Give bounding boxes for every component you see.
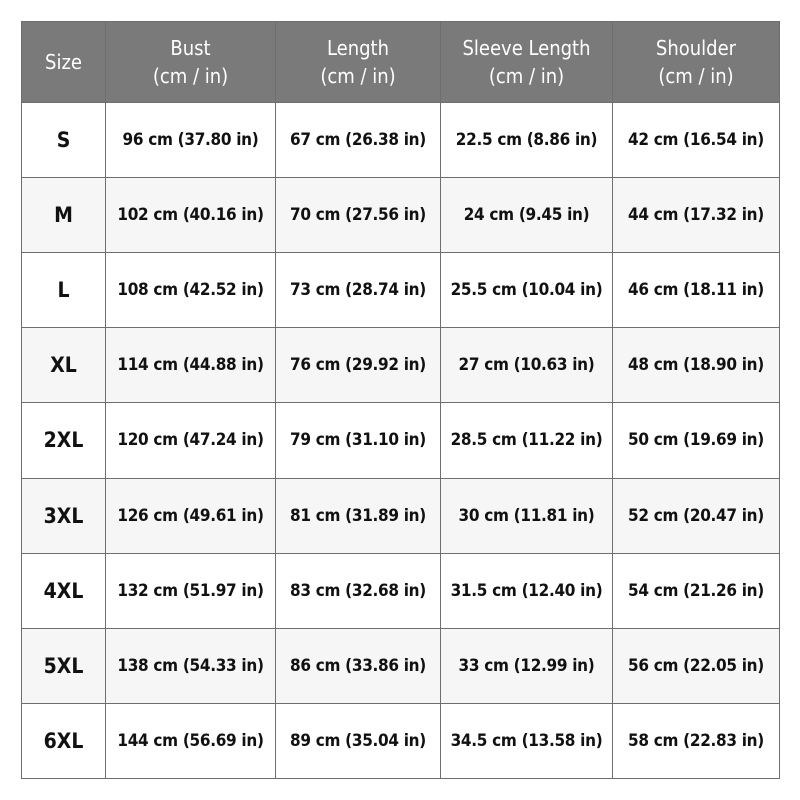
table-row-xl	[22, 328, 780, 403]
bust-cell: 138 cm (54.33 in)	[106, 628, 276, 703]
length-cell: 89 cm (35.04 in)	[276, 703, 441, 778]
shoulder-cell: 50 cm (19.69 in)	[613, 403, 780, 478]
size-cell: 4XL	[22, 553, 106, 628]
table-row-3xl	[22, 478, 780, 553]
shoulder-cell: 48 cm (18.90 in)	[613, 328, 780, 403]
table-body	[22, 103, 780, 779]
header-length-unit: (cm / in)	[320, 64, 396, 88]
header-sleeve-length-label: Sleeve Length	[462, 36, 591, 60]
shoulder-cell: 42 cm (16.54 in)	[613, 103, 780, 178]
table-row-2xl	[22, 403, 780, 478]
header-size	[22, 22, 106, 103]
table-header	[22, 22, 780, 103]
size-chart-container	[21, 21, 779, 779]
bust-cell: 126 cm (49.61 in)	[106, 478, 276, 553]
shoulder-cell: 56 cm (22.05 in)	[613, 628, 780, 703]
size-cell: 2XL	[22, 403, 106, 478]
size-cell: 3XL	[22, 478, 106, 553]
shoulder-cell: 44 cm (17.32 in)	[613, 178, 780, 253]
header-sleeve-length-unit: (cm / in)	[488, 64, 565, 88]
shoulder-cell: 52 cm (20.47 in)	[613, 478, 780, 553]
bust-cell: 132 cm (51.97 in)	[106, 553, 276, 628]
sleeve-length-cell: 22.5 cm (8.86 in)	[441, 103, 613, 178]
sleeve-length-cell: 33 cm (12.99 in)	[441, 628, 613, 703]
sleeve-length-cell: 27 cm (10.63 in)	[441, 328, 613, 403]
header-bust-unit: (cm / in)	[152, 64, 229, 88]
table-row-l	[22, 253, 780, 328]
size-cell: M	[22, 178, 106, 253]
table-row-4xl	[22, 553, 780, 628]
header-size-label: Size	[45, 50, 82, 74]
header-length-label: Length	[326, 36, 390, 60]
bust-cell: 102 cm (40.16 in)	[106, 178, 276, 253]
bust-cell: 120 cm (47.24 in)	[106, 403, 276, 478]
shoulder-cell: 58 cm (22.83 in)	[613, 703, 780, 778]
bust-cell: 108 cm (42.52 in)	[106, 253, 276, 328]
header-row	[22, 22, 780, 103]
size-cell: 6XL	[22, 703, 106, 778]
length-cell: 70 cm (27.56 in)	[276, 178, 441, 253]
table-row-6xl	[22, 703, 780, 778]
length-cell: 76 cm (29.92 in)	[276, 328, 441, 403]
sleeve-length-cell: 34.5 cm (13.58 in)	[441, 703, 613, 778]
sleeve-length-cell: 31.5 cm (12.40 in)	[441, 553, 613, 628]
shoulder-cell: 46 cm (18.11 in)	[613, 253, 780, 328]
length-cell: 67 cm (26.38 in)	[276, 103, 441, 178]
header-shoulder-label: Shoulder	[655, 36, 737, 60]
header-shoulder-unit: (cm / in)	[658, 64, 734, 88]
sleeve-length-cell: 24 cm (9.45 in)	[441, 178, 613, 253]
size-cell: S	[22, 103, 106, 178]
header-sleeve-length	[441, 22, 613, 103]
table-row-m	[22, 178, 780, 253]
header-shoulder	[613, 22, 780, 103]
header-bust-label: Bust	[170, 36, 211, 60]
bust-cell: 114 cm (44.88 in)	[106, 328, 276, 403]
length-cell: 86 cm (33.86 in)	[276, 628, 441, 703]
header-length	[276, 22, 441, 103]
length-cell: 83 cm (32.68 in)	[276, 553, 441, 628]
size-cell: 5XL	[22, 628, 106, 703]
sleeve-length-cell: 30 cm (11.81 in)	[441, 478, 613, 553]
bust-cell: 96 cm (37.80 in)	[106, 103, 276, 178]
size-chart-table	[21, 21, 780, 779]
length-cell: 81 cm (31.89 in)	[276, 478, 441, 553]
sleeve-length-cell: 28.5 cm (11.22 in)	[441, 403, 613, 478]
shoulder-cell: 54 cm (21.26 in)	[613, 553, 780, 628]
length-cell: 79 cm (31.10 in)	[276, 403, 441, 478]
header-bust	[106, 22, 276, 103]
size-cell: XL	[22, 328, 106, 403]
bust-cell: 144 cm (56.69 in)	[106, 703, 276, 778]
table-row-5xl	[22, 628, 780, 703]
size-cell: L	[22, 253, 106, 328]
sleeve-length-cell: 25.5 cm (10.04 in)	[441, 253, 613, 328]
table-row-s	[22, 103, 780, 178]
length-cell: 73 cm (28.74 in)	[276, 253, 441, 328]
